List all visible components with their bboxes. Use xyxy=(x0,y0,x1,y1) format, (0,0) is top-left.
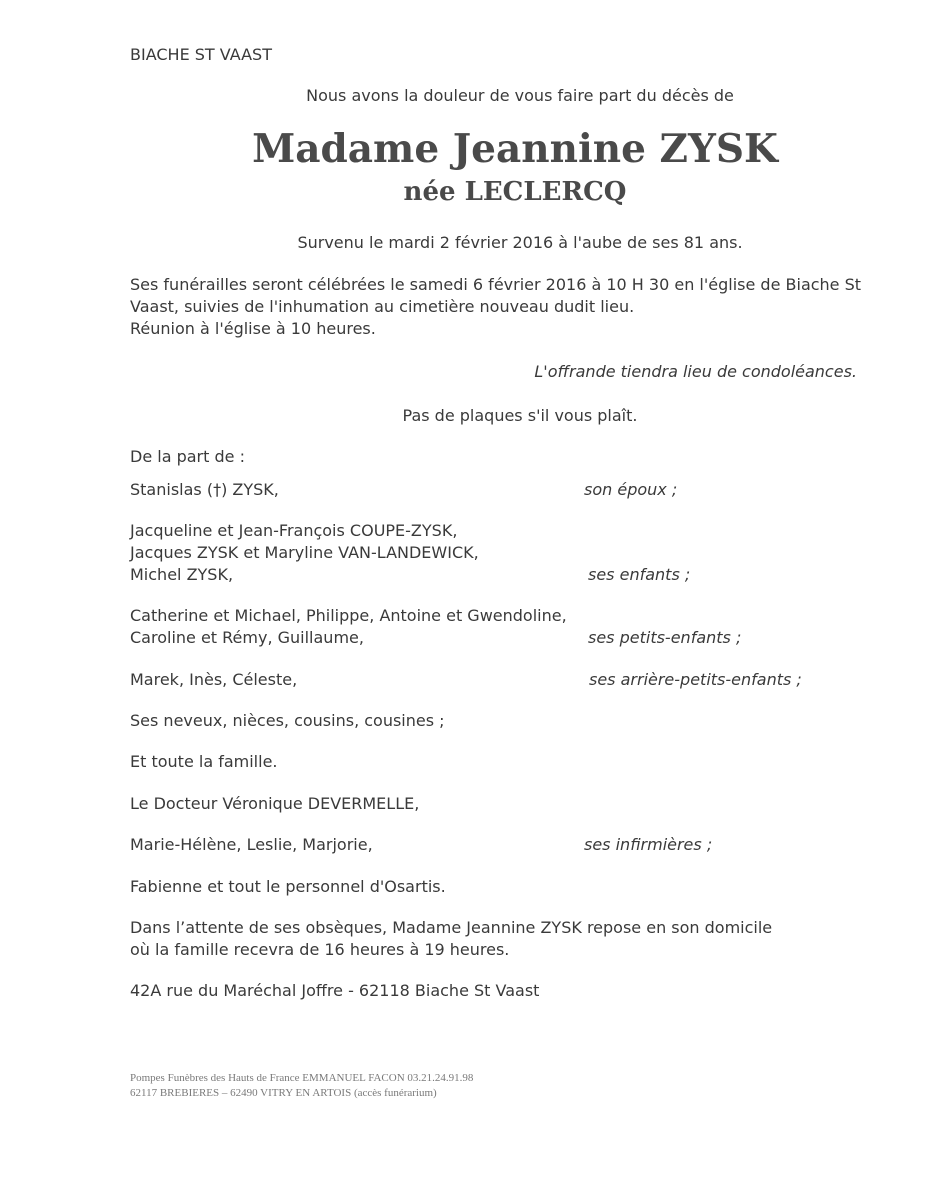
offering-note: L'offrande tiendra lieu de condoléances. xyxy=(534,362,857,381)
header-town: BIACHE ST VAAST xyxy=(130,45,272,64)
children-line-3: Michel ZYSK, xyxy=(130,565,234,584)
funeral-line-2: Vaast, suivies de l'inhumation au cimetière nouveau dudit lieu. xyxy=(130,297,635,316)
spouse-relation: son époux ; xyxy=(584,480,678,499)
spouse-name: Stanislas (†) ZYSK, xyxy=(130,480,279,499)
great-grandchildren-relation: ses arrière-petits-enfants ; xyxy=(589,670,802,689)
nurses-name: Marie-Hélène, Leslie, Marjorie, xyxy=(130,835,373,854)
funeral-line-1: Ses funérailles seront célébrées le samedi 6 février 2016 à 10 H 30 en l'église de Biache St xyxy=(130,275,862,294)
from-label: De la part de : xyxy=(130,447,245,466)
children-line-2: Jacques ZYSK et Maryline VAN-LANDEWICK, xyxy=(130,543,479,562)
address-line: 42A rue du Maréchal Joffre - 62118 Biache St Vaast xyxy=(130,981,540,1000)
grandchildren-relation: ses petits-enfants ; xyxy=(588,628,742,647)
intro-text: Nous avons la douleur de vous faire part du décès de xyxy=(306,86,734,105)
footer-line-1: Pompes Funèbres des Hauts de France EMMANUEL FACON 03.21.24.91.98 xyxy=(130,1072,474,1084)
no-plaques-note: Pas de plaques s'il vous plaît. xyxy=(402,406,638,425)
footer-line-2: 62117 BREBIERES – 62490 VITRY EN ARTOIS (accès funérarium) xyxy=(130,1087,437,1099)
repose-line-1: Dans l’attente de ses obsèques, Madame Jeannine ZYSK repose en son domicile xyxy=(130,918,773,937)
nephews-line: Ses neveux, nièces, cousins, cousines ; xyxy=(130,711,445,730)
grandchildren-line-2: Caroline et Rémy, Guillaume, xyxy=(130,628,364,647)
doctor-line: Le Docteur Véronique DEVERMELLE, xyxy=(130,794,420,813)
grandchildren-line-1: Catherine et Michael, Philippe, Antoine et Gwendoline, xyxy=(130,606,567,625)
family-line: Et toute la famille. xyxy=(130,752,278,771)
repose-line-2: où la famille recevra de 16 heures à 19 heures. xyxy=(130,940,510,959)
deceased-maiden-name: née LECLERCQ xyxy=(403,177,627,207)
great-grandchildren-name: Marek, Inès, Céleste, xyxy=(130,670,298,689)
death-notice: Survenu le mardi 2 février 2016 à l'aube de ses 81 ans. xyxy=(297,233,743,252)
nurses-relation: ses infirmières ; xyxy=(584,835,713,854)
funeral-line-3: Réunion à l'église à 10 heures. xyxy=(130,319,376,338)
children-line-1: Jacqueline et Jean-François COUPE-ZYSK, xyxy=(130,521,458,540)
children-relation: ses enfants ; xyxy=(588,565,691,584)
deceased-name: Madame Jeannine ZYSK xyxy=(252,126,778,172)
staff-line: Fabienne et tout le personnel d'Osartis. xyxy=(130,877,446,896)
